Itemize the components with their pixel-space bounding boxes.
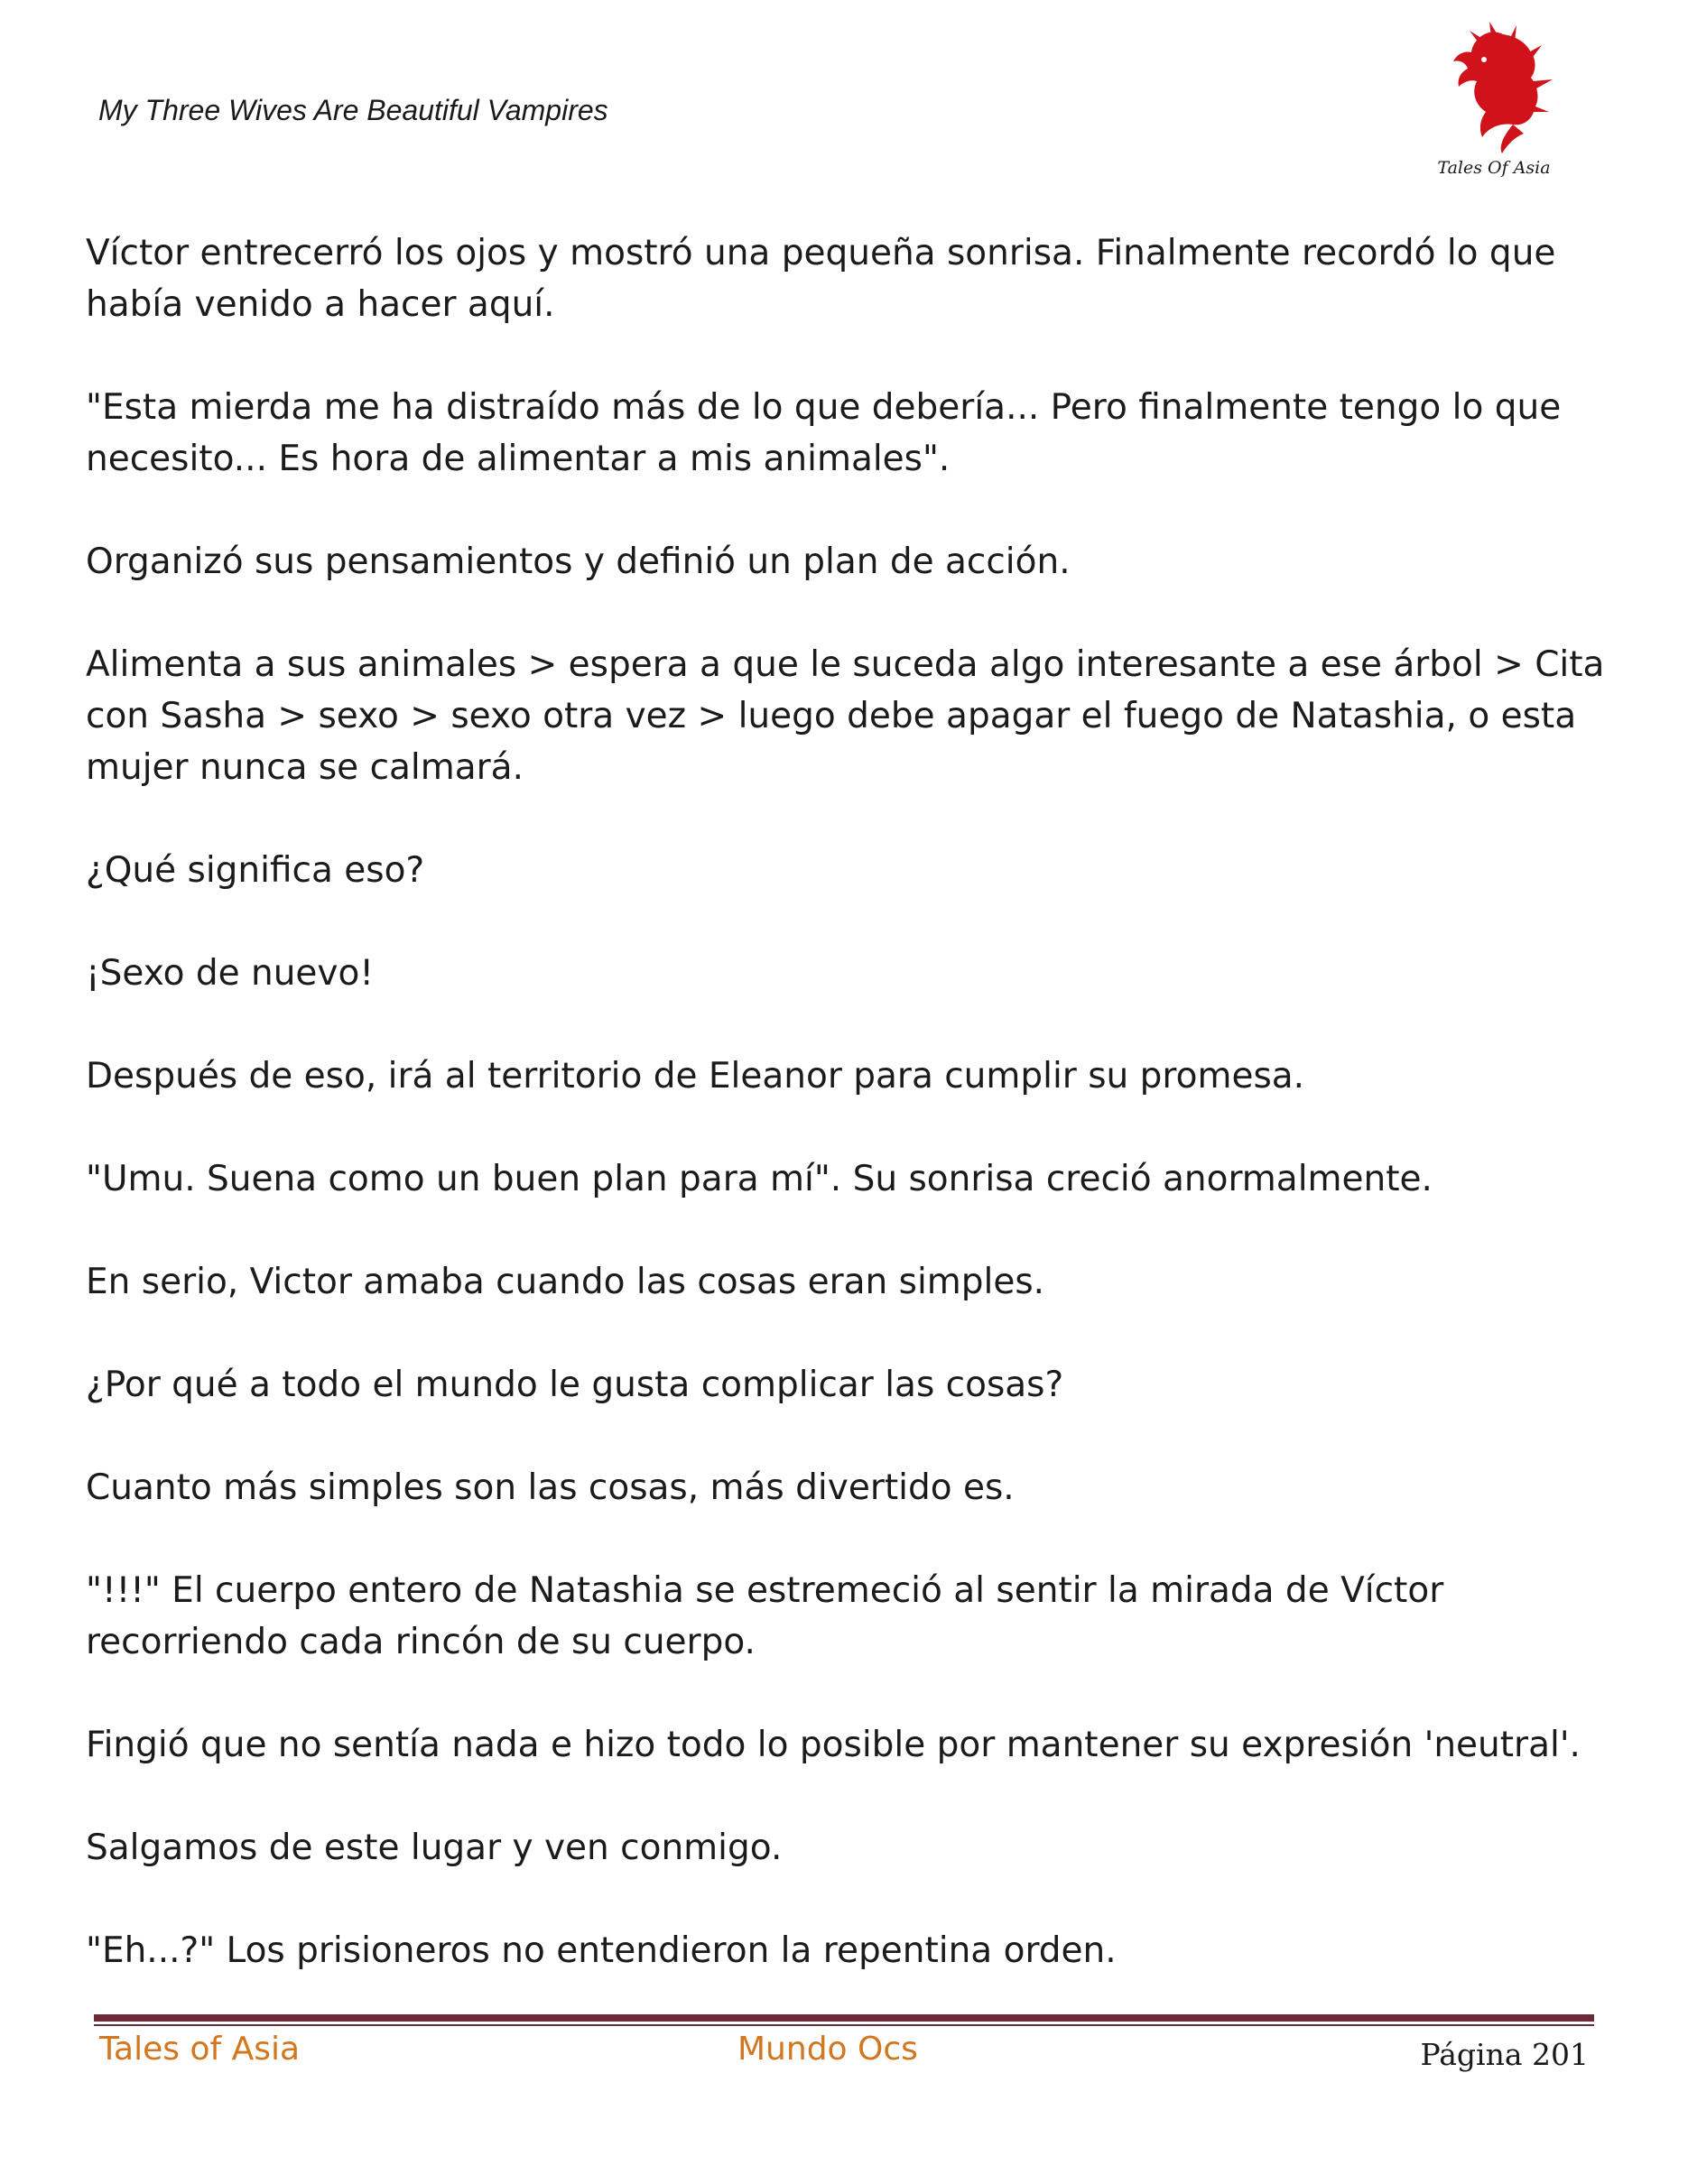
paragraph: Salgamos de este lugar y ven conmigo. [86, 1828, 783, 1868]
footer-divider [94, 2014, 1594, 2026]
tales-of-asia-logo [1426, 18, 1562, 180]
paragraph: Alimenta a sus animales > espera a que le suceda algo interesante a ese árbol > Cita con Sasha > sexo > sexo otra vez > luego debe apagar el fuego de Natashia, o esta mujer nunca se calmará. [86, 644, 1605, 788]
dragon-icon [1426, 18, 1562, 180]
paragraph: Fingió que no sentía nada e hizo todo lo posible por mantener su expresión 'neutral'. [86, 1725, 1581, 1765]
paragraph: "Eh...?" Los prisioneros no entendieron la repentina orden. [86, 1930, 1117, 1971]
paragraph: En serio, Victor amaba cuando las cosas eran simples. [86, 1262, 1045, 1302]
paragraph: Víctor entrecerró los ojos y mostró una pequeña sonrisa. Finalmente recordó lo que había venido a hacer aquí. [86, 233, 1556, 325]
paragraph: ¿Por qué a todo el mundo le gusta complicar las cosas? [86, 1365, 1064, 1405]
footer-publisher: Tales of Asia [99, 2031, 301, 2068]
paragraph: Cuanto más simples son las cosas, más divertido es. [86, 1467, 1015, 1508]
footer-source: Mundo Ocs [737, 2031, 918, 2068]
paragraph: ¿Qué significa eso? [86, 850, 425, 891]
paragraph: "!!!" El cuerpo entero de Natashia se estremeció al sentir la mirada de Víctor recorriendo cada rincón de su cuerpo. [86, 1570, 1444, 1662]
page-number: Página 201 [1420, 2037, 1589, 2072]
document-body [86, 227, 1620, 2028]
paragraph: ¡Sexo de nuevo! [86, 953, 374, 994]
paragraph: Organizó sus pensamientos y definió un plan de acción. [86, 541, 1071, 582]
paragraph: "Umu. Suena como un buen plan para mí". Su sonrisa creció anormalmente. [86, 1159, 1433, 1199]
document-header-title: My Three Wives Are Beautiful Vampires [98, 94, 608, 126]
logo-text: Tales Of Asia [1437, 158, 1551, 178]
paragraph: "Esta mierda me ha distraído más de lo que debería... Pero finalmente tengo lo que necesito... Es hora de alimentar a mis animales". [86, 387, 1562, 479]
paragraph: Después de eso, irá al territorio de Eleanor para cumplir su promesa. [86, 1056, 1305, 1097]
